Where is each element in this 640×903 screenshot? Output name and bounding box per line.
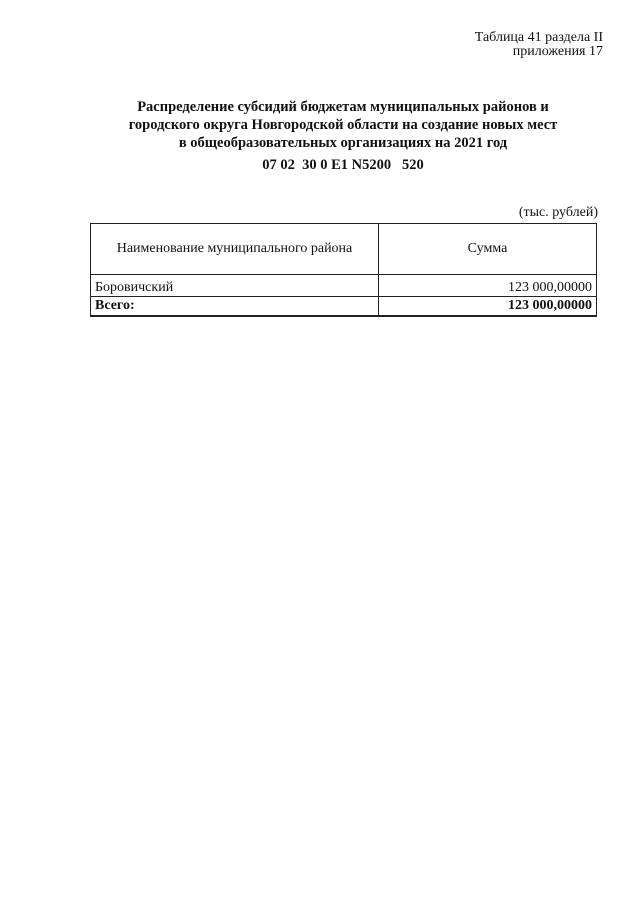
budget-classification-code: 07 02 30 0 E1 N5200 520 xyxy=(262,157,424,173)
table-row xyxy=(91,275,597,297)
table-reference-note xyxy=(475,31,603,59)
table-header-row xyxy=(91,224,597,275)
district-name-cell: Боровичский xyxy=(91,275,379,297)
total-label: Всего: xyxy=(91,297,379,317)
document-title xyxy=(90,98,596,152)
units-label: (тыс. рублей) xyxy=(518,205,598,220)
header-district-name: Наименование муниципального района xyxy=(91,224,379,275)
header-sum: Сумма xyxy=(379,224,597,275)
subsidy-table xyxy=(90,223,597,317)
table-reference-line: Таблица 41 раздела II xyxy=(474,30,603,45)
title-line-3: в общеобразовательных организациях на 2021 год xyxy=(178,135,508,151)
title-line-1: Распределение субсидий бюджетам муниципальных районов и xyxy=(137,99,549,115)
total-sum: 123 000,00000 xyxy=(379,297,597,317)
appendix-reference-line: приложения 17 xyxy=(512,44,603,59)
total-row xyxy=(91,297,597,317)
sum-cell: 123 000,00000 xyxy=(379,275,597,297)
title-line-2: городского округа Новгородской области на создание новых мест xyxy=(128,117,558,133)
